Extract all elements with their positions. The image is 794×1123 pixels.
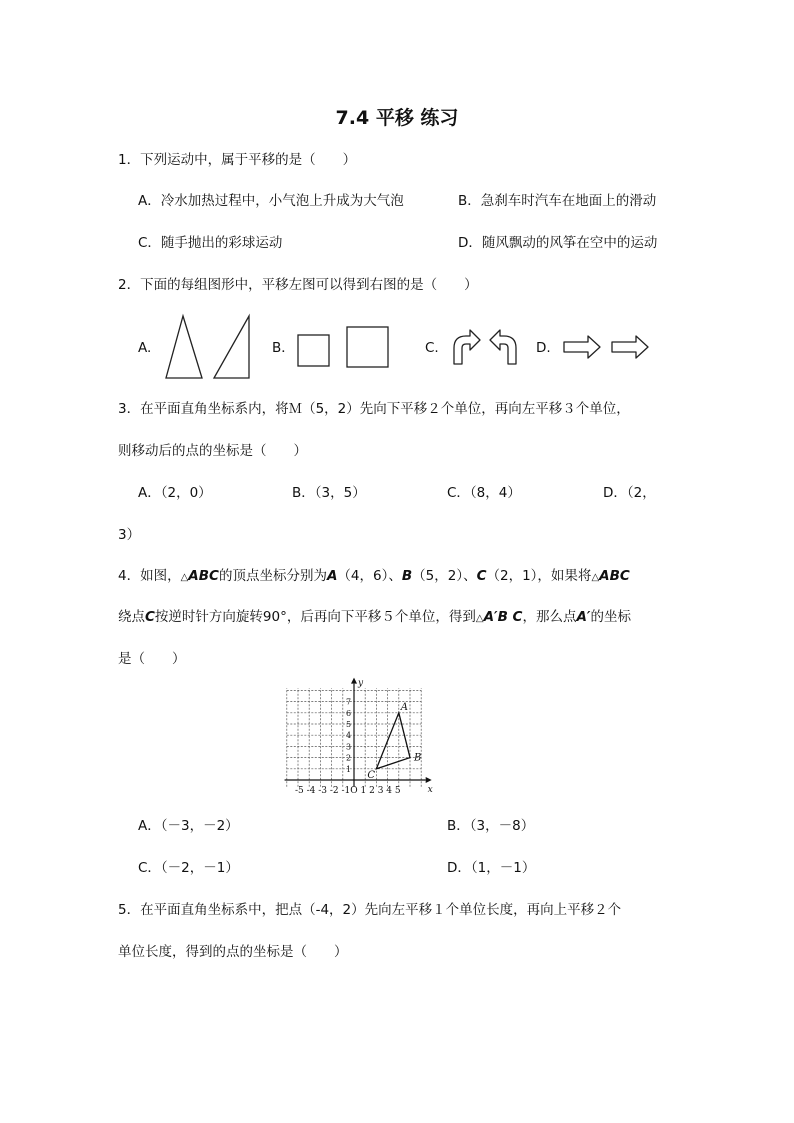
q2-option-c: C. [425,340,439,356]
y-axis-arrow-icon [351,678,357,684]
q5-stem-line1: 5．在平面直角坐标系中，把点（-4，2）先向左平移１个单位长度，再向上平移２个 [118,902,622,918]
y-tick-label: 7 [346,697,352,707]
q4-coord-c: （2，1），如果将 [486,568,592,584]
y-axis-label: y [358,678,364,689]
q3-option-d-continued: 3） [118,527,141,543]
q5-stem-line2: 单位长度，得到的点的坐标是（ ） [118,944,348,960]
q4-point-c: C [476,568,487,584]
coordinate-axes [285,678,432,787]
q4-text: 绕点 [118,609,145,625]
q4-option-b: B．（3，－8） [447,818,535,834]
q4-point-b: B [401,568,413,584]
curved-arrow-left-icon [490,330,516,364]
q2-option-b: B． [272,340,295,356]
q4-coord-b: （5，2）、 [412,568,477,584]
q3-option-b: B．（3，5） [292,485,366,501]
q1-option-b: B．急刹车时汽车在地面上的滑动 [458,193,657,209]
q1-option-a: A．冷水加热过程中，小气泡上升成为大气泡 [138,193,404,209]
q4-triangle-image: A′B C [483,609,523,625]
square-large [347,327,388,367]
q4-point-a-prime: A′ [576,609,591,625]
q4-stem-line3: 是（ ） [118,651,186,667]
y-tick-label: 3 [346,742,352,752]
q4-option-d: D．（1，－1） [447,860,536,876]
y-tick-label: 6 [346,708,352,718]
q2-option-a: A. [138,340,152,356]
curved-arrow-right-icon [454,330,480,364]
triangle-right [214,316,249,378]
q4-text: 的顶点坐标分别为 [218,568,327,584]
q3-option-a: A．（2，0） [138,485,212,501]
q4-option-c: C．（－2，－1） [138,860,239,876]
q4-option-a: A．（－3，－2） [138,818,239,834]
q2-figure-b [296,325,392,369]
q1-option-c: C．随手抛出的彩球运动 [138,235,283,251]
vertex-label-c: C [367,769,376,781]
q4-triangle-name: ABC [599,568,630,584]
vertex-label-a: A [400,701,409,713]
vertex-label-b: B [414,752,422,764]
q4-point-a: A [326,568,338,584]
triangle-symbol-icon: △ [180,572,189,583]
y-tick-label: 1 [346,764,352,774]
q3-option-c: C．（8，4） [447,485,521,501]
q4-text: 按逆时针方向旋转90°，后再向下平移５个单位，得到 [154,609,476,625]
q1-stem: 1．下列运动中，属于平移的是（ ） [118,152,357,168]
q2-figure-d [562,334,652,360]
q3-stem-line1: 3．在平面直角坐标系内，将Ｍ（5，2）先向下平移２个单位，再向左平移３个单位， [118,401,630,417]
y-tick-label: 5 [346,720,352,729]
q2-figure-c [450,328,522,368]
q4-coordinate-figure [284,676,434,800]
x-tick-labels: -5 -4 -3 -2 -1O 1 2 3 4 5 [295,786,401,796]
q4-text: 4．如图， [118,568,181,584]
q4-triangle-name: ABC [188,568,219,584]
x-axis-arrow-icon [426,777,432,783]
q4-stem-line2 [118,608,631,628]
q1-option-d: D．随风飘动的风筝在空中的运动 [458,235,658,251]
q2-stem: 2．下面的每组图形中，平移左图可以得到右图的是（ ） [118,277,478,293]
triangle-symbol-icon: △ [475,613,484,624]
triangle-left [166,316,202,378]
q4-coord-a: （4，6）、 [337,568,402,584]
q4-stem-line1 [118,567,630,587]
triangle-symbol-icon: △ [591,572,600,583]
triangle-abc [376,713,410,769]
q4-text: ，那么点 [522,609,577,625]
block-arrow-right-icon [612,336,648,358]
page-title: 7.4 平移 练习 [335,107,459,129]
block-arrow-right-icon [564,336,600,358]
q3-stem-line2: 则移动后的点的坐标是（ ） [118,443,307,459]
q4-text: 的坐标 [590,609,631,625]
y-tick-label: 4 [346,731,352,741]
q2-option-d: D. [536,340,551,356]
q2-figure-a [164,314,254,380]
q3-option-d: D．（2， [603,485,656,501]
square-small [298,335,329,366]
q4-point-c: C [145,609,155,625]
x-axis-label: x [427,785,433,795]
y-tick-label: 2 [346,753,352,763]
